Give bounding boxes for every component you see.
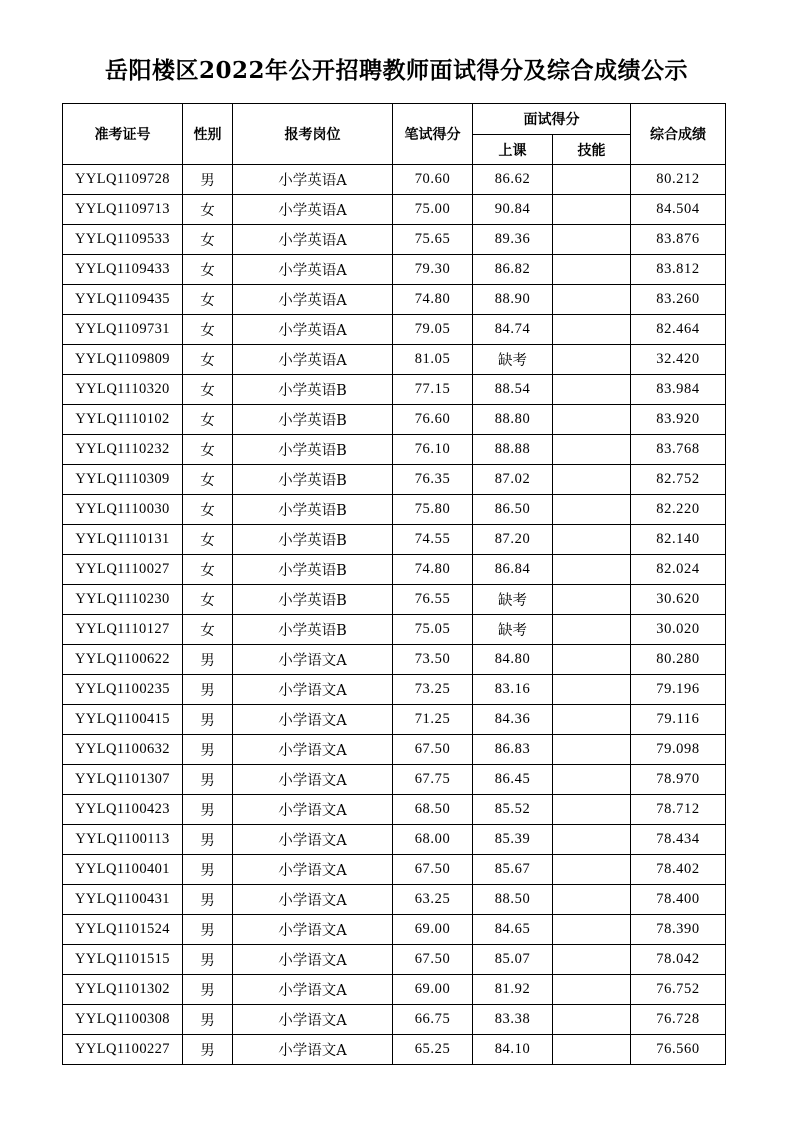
cell-exam-id: YYLQ1109435 bbox=[63, 285, 183, 315]
cell-skill-score bbox=[553, 315, 631, 345]
cell-position: 小学语文A bbox=[233, 1005, 393, 1035]
table-row bbox=[63, 345, 726, 375]
cell-written-score: 81.05 bbox=[393, 345, 473, 375]
cell-exam-id: YYLQ1110230 bbox=[63, 585, 183, 615]
cell-skill-score bbox=[553, 795, 631, 825]
cell-exam-id: YYLQ1101515 bbox=[63, 945, 183, 975]
cell-total-score: 76.728 bbox=[631, 1005, 726, 1035]
cell-written-score: 67.75 bbox=[393, 765, 473, 795]
cell-total-score: 30.020 bbox=[631, 615, 726, 645]
cell-total-score: 82.024 bbox=[631, 555, 726, 585]
cell-exam-id: YYLQ1110232 bbox=[63, 435, 183, 465]
cell-total-score: 78.402 bbox=[631, 855, 726, 885]
cell-total-score: 32.420 bbox=[631, 345, 726, 375]
cell-exam-id: YYLQ1110102 bbox=[63, 405, 183, 435]
cell-total-score: 76.560 bbox=[631, 1035, 726, 1065]
cell-lecture-score: 86.82 bbox=[473, 255, 553, 285]
cell-written-score: 76.35 bbox=[393, 465, 473, 495]
cell-skill-score bbox=[553, 915, 631, 945]
table-row bbox=[63, 915, 726, 945]
cell-skill-score bbox=[553, 885, 631, 915]
cell-lecture-score: 84.36 bbox=[473, 705, 553, 735]
cell-lecture-score: 缺考 bbox=[473, 345, 553, 375]
cell-total-score: 83.260 bbox=[631, 285, 726, 315]
cell-written-score: 69.00 bbox=[393, 915, 473, 945]
cell-total-score: 78.390 bbox=[631, 915, 726, 945]
cell-written-score: 67.50 bbox=[393, 945, 473, 975]
cell-skill-score bbox=[553, 195, 631, 225]
table-body bbox=[63, 165, 726, 1065]
cell-written-score: 74.55 bbox=[393, 525, 473, 555]
cell-lecture-score: 88.88 bbox=[473, 435, 553, 465]
table-row bbox=[63, 405, 726, 435]
cell-position: 小学英语B bbox=[233, 555, 393, 585]
cell-gender: 女 bbox=[183, 225, 233, 255]
cell-exam-id: YYLQ1110320 bbox=[63, 375, 183, 405]
cell-exam-id: YYLQ1100113 bbox=[63, 825, 183, 855]
cell-exam-id: YYLQ1100401 bbox=[63, 855, 183, 885]
cell-exam-id: YYLQ1109731 bbox=[63, 315, 183, 345]
table-row bbox=[63, 975, 726, 1005]
cell-gender: 女 bbox=[183, 555, 233, 585]
table-row bbox=[63, 285, 726, 315]
cell-written-score: 71.25 bbox=[393, 705, 473, 735]
cell-position: 小学英语A bbox=[233, 285, 393, 315]
cell-exam-id: YYLQ1101524 bbox=[63, 915, 183, 945]
cell-total-score: 78.434 bbox=[631, 825, 726, 855]
cell-lecture-score: 缺考 bbox=[473, 615, 553, 645]
cell-lecture-score: 88.80 bbox=[473, 405, 553, 435]
cell-lecture-score: 88.50 bbox=[473, 885, 553, 915]
header-gender: 性别 bbox=[183, 104, 233, 165]
cell-skill-score bbox=[553, 585, 631, 615]
table-row bbox=[63, 675, 726, 705]
cell-skill-score bbox=[553, 495, 631, 525]
table-row bbox=[63, 225, 726, 255]
cell-total-score: 80.212 bbox=[631, 165, 726, 195]
cell-total-score: 79.098 bbox=[631, 735, 726, 765]
cell-gender: 男 bbox=[183, 975, 233, 1005]
cell-position: 小学英语B bbox=[233, 525, 393, 555]
table-row bbox=[63, 1005, 726, 1035]
cell-skill-score bbox=[553, 375, 631, 405]
cell-skill-score bbox=[553, 735, 631, 765]
table-row bbox=[63, 495, 726, 525]
cell-gender: 男 bbox=[183, 945, 233, 975]
cell-position: 小学语文A bbox=[233, 705, 393, 735]
cell-skill-score bbox=[553, 525, 631, 555]
table-row bbox=[63, 945, 726, 975]
cell-gender: 女 bbox=[183, 585, 233, 615]
cell-gender: 女 bbox=[183, 615, 233, 645]
cell-total-score: 82.752 bbox=[631, 465, 726, 495]
cell-gender: 女 bbox=[183, 195, 233, 225]
cell-written-score: 68.50 bbox=[393, 795, 473, 825]
cell-lecture-score: 88.90 bbox=[473, 285, 553, 315]
cell-total-score: 82.140 bbox=[631, 525, 726, 555]
cell-lecture-score: 81.92 bbox=[473, 975, 553, 1005]
cell-gender: 女 bbox=[183, 345, 233, 375]
cell-gender: 女 bbox=[183, 285, 233, 315]
cell-exam-id: YYLQ1109728 bbox=[63, 165, 183, 195]
cell-skill-score bbox=[553, 405, 631, 435]
cell-lecture-score: 90.84 bbox=[473, 195, 553, 225]
cell-written-score: 79.05 bbox=[393, 315, 473, 345]
cell-skill-score bbox=[553, 705, 631, 735]
cell-gender: 男 bbox=[183, 825, 233, 855]
cell-position: 小学英语B bbox=[233, 405, 393, 435]
cell-exam-id: YYLQ1110309 bbox=[63, 465, 183, 495]
cell-written-score: 75.80 bbox=[393, 495, 473, 525]
cell-written-score: 77.15 bbox=[393, 375, 473, 405]
cell-skill-score bbox=[553, 615, 631, 645]
cell-exam-id: YYLQ1101302 bbox=[63, 975, 183, 1005]
cell-position: 小学语文A bbox=[233, 735, 393, 765]
cell-skill-score bbox=[553, 1035, 631, 1065]
header-position: 报考岗位 bbox=[233, 104, 393, 165]
cell-skill-score bbox=[553, 225, 631, 255]
cell-lecture-score: 缺考 bbox=[473, 585, 553, 615]
cell-gender: 男 bbox=[183, 885, 233, 915]
cell-skill-score bbox=[553, 975, 631, 1005]
cell-gender: 男 bbox=[183, 915, 233, 945]
cell-lecture-score: 86.45 bbox=[473, 765, 553, 795]
header-written-score: 笔试得分 bbox=[393, 104, 473, 165]
cell-written-score: 66.75 bbox=[393, 1005, 473, 1035]
cell-position: 小学英语A bbox=[233, 225, 393, 255]
cell-gender: 女 bbox=[183, 465, 233, 495]
cell-written-score: 68.00 bbox=[393, 825, 473, 855]
cell-position: 小学英语A bbox=[233, 255, 393, 285]
cell-skill-score bbox=[553, 555, 631, 585]
cell-exam-id: YYLQ1101307 bbox=[63, 765, 183, 795]
cell-gender: 女 bbox=[183, 375, 233, 405]
table-row bbox=[63, 615, 726, 645]
cell-position: 小学语文A bbox=[233, 945, 393, 975]
table-row bbox=[63, 765, 726, 795]
table-row bbox=[63, 585, 726, 615]
cell-exam-id: YYLQ1100622 bbox=[63, 645, 183, 675]
cell-gender: 男 bbox=[183, 765, 233, 795]
cell-lecture-score: 86.62 bbox=[473, 165, 553, 195]
cell-exam-id: YYLQ1109533 bbox=[63, 225, 183, 255]
cell-lecture-score: 87.02 bbox=[473, 465, 553, 495]
table-row bbox=[63, 795, 726, 825]
cell-skill-score bbox=[553, 765, 631, 795]
cell-total-score: 80.280 bbox=[631, 645, 726, 675]
table-row bbox=[63, 735, 726, 765]
table-row bbox=[63, 315, 726, 345]
cell-total-score: 83.984 bbox=[631, 375, 726, 405]
cell-lecture-score: 84.10 bbox=[473, 1035, 553, 1065]
cell-position: 小学英语A bbox=[233, 345, 393, 375]
cell-gender: 男 bbox=[183, 1005, 233, 1035]
cell-position: 小学语文A bbox=[233, 675, 393, 705]
cell-lecture-score: 85.07 bbox=[473, 945, 553, 975]
cell-lecture-score: 83.38 bbox=[473, 1005, 553, 1035]
cell-written-score: 75.00 bbox=[393, 195, 473, 225]
cell-exam-id: YYLQ1100235 bbox=[63, 675, 183, 705]
cell-lecture-score: 88.54 bbox=[473, 375, 553, 405]
cell-position: 小学语文A bbox=[233, 975, 393, 1005]
table-row bbox=[63, 705, 726, 735]
cell-gender: 女 bbox=[183, 525, 233, 555]
cell-exam-id: YYLQ1100415 bbox=[63, 705, 183, 735]
cell-gender: 男 bbox=[183, 645, 233, 675]
cell-skill-score bbox=[553, 675, 631, 705]
cell-gender: 男 bbox=[183, 855, 233, 885]
cell-exam-id: YYLQ1110131 bbox=[63, 525, 183, 555]
cell-lecture-score: 89.36 bbox=[473, 225, 553, 255]
score-table bbox=[62, 103, 726, 1065]
header-exam-id: 准考证号 bbox=[63, 104, 183, 165]
cell-skill-score bbox=[553, 855, 631, 885]
cell-written-score: 65.25 bbox=[393, 1035, 473, 1065]
cell-lecture-score: 84.74 bbox=[473, 315, 553, 345]
cell-exam-id: YYLQ1109809 bbox=[63, 345, 183, 375]
cell-skill-score bbox=[553, 1005, 631, 1035]
cell-written-score: 79.30 bbox=[393, 255, 473, 285]
cell-total-score: 83.876 bbox=[631, 225, 726, 255]
table-row bbox=[63, 525, 726, 555]
table-header bbox=[63, 104, 726, 165]
cell-lecture-score: 85.52 bbox=[473, 795, 553, 825]
cell-written-score: 69.00 bbox=[393, 975, 473, 1005]
cell-total-score: 83.812 bbox=[631, 255, 726, 285]
cell-exam-id: YYLQ1110127 bbox=[63, 615, 183, 645]
cell-position: 小学英语B bbox=[233, 375, 393, 405]
cell-total-score: 83.768 bbox=[631, 435, 726, 465]
cell-exam-id: YYLQ1110030 bbox=[63, 495, 183, 525]
cell-skill-score bbox=[553, 285, 631, 315]
cell-position: 小学语文A bbox=[233, 855, 393, 885]
cell-lecture-score: 87.20 bbox=[473, 525, 553, 555]
cell-exam-id: YYLQ1110027 bbox=[63, 555, 183, 585]
cell-exam-id: YYLQ1100308 bbox=[63, 1005, 183, 1035]
cell-skill-score bbox=[553, 435, 631, 465]
cell-written-score: 70.60 bbox=[393, 165, 473, 195]
cell-position: 小学语文A bbox=[233, 645, 393, 675]
cell-position: 小学语文A bbox=[233, 915, 393, 945]
cell-exam-id: YYLQ1100423 bbox=[63, 795, 183, 825]
cell-written-score: 73.50 bbox=[393, 645, 473, 675]
cell-total-score: 76.752 bbox=[631, 975, 726, 1005]
cell-written-score: 63.25 bbox=[393, 885, 473, 915]
page-title: 岳阳楼区2022年公开招聘教师面试得分及综合成绩公示 bbox=[104, 57, 688, 84]
cell-written-score: 74.80 bbox=[393, 285, 473, 315]
table-row bbox=[63, 165, 726, 195]
table-row bbox=[63, 465, 726, 495]
cell-total-score: 78.400 bbox=[631, 885, 726, 915]
cell-position: 小学英语A bbox=[233, 315, 393, 345]
cell-skill-score bbox=[553, 165, 631, 195]
cell-total-score: 82.464 bbox=[631, 315, 726, 345]
cell-position: 小学英语B bbox=[233, 435, 393, 465]
cell-total-score: 84.504 bbox=[631, 195, 726, 225]
cell-written-score: 74.80 bbox=[393, 555, 473, 585]
cell-total-score: 82.220 bbox=[631, 495, 726, 525]
cell-lecture-score: 84.80 bbox=[473, 645, 553, 675]
cell-gender: 男 bbox=[183, 795, 233, 825]
cell-gender: 男 bbox=[183, 675, 233, 705]
cell-exam-id: YYLQ1100431 bbox=[63, 885, 183, 915]
cell-written-score: 67.50 bbox=[393, 855, 473, 885]
cell-total-score: 79.196 bbox=[631, 675, 726, 705]
header-total-score: 综合成绩 bbox=[631, 104, 726, 165]
table-row bbox=[63, 1035, 726, 1065]
cell-written-score: 76.55 bbox=[393, 585, 473, 615]
cell-total-score: 30.620 bbox=[631, 585, 726, 615]
cell-gender: 男 bbox=[183, 165, 233, 195]
header-lecture: 上课 bbox=[473, 135, 553, 165]
cell-written-score: 76.60 bbox=[393, 405, 473, 435]
cell-position: 小学英语B bbox=[233, 495, 393, 525]
cell-total-score: 78.042 bbox=[631, 945, 726, 975]
cell-gender: 女 bbox=[183, 495, 233, 525]
cell-position: 小学语文A bbox=[233, 765, 393, 795]
cell-position: 小学英语A bbox=[233, 195, 393, 225]
cell-gender: 女 bbox=[183, 315, 233, 345]
cell-position: 小学英语A bbox=[233, 165, 393, 195]
cell-lecture-score: 86.83 bbox=[473, 735, 553, 765]
table-row bbox=[63, 645, 726, 675]
cell-skill-score bbox=[553, 645, 631, 675]
cell-lecture-score: 85.67 bbox=[473, 855, 553, 885]
cell-lecture-score: 85.39 bbox=[473, 825, 553, 855]
cell-written-score: 67.50 bbox=[393, 735, 473, 765]
cell-total-score: 78.970 bbox=[631, 765, 726, 795]
cell-lecture-score: 86.50 bbox=[473, 495, 553, 525]
table-row bbox=[63, 825, 726, 855]
cell-gender: 女 bbox=[183, 435, 233, 465]
cell-exam-id: YYLQ1109713 bbox=[63, 195, 183, 225]
cell-position: 小学英语B bbox=[233, 465, 393, 495]
cell-position: 小学语文A bbox=[233, 795, 393, 825]
table-row bbox=[63, 375, 726, 405]
cell-written-score: 76.10 bbox=[393, 435, 473, 465]
table-row bbox=[63, 255, 726, 285]
cell-skill-score bbox=[553, 465, 631, 495]
cell-position: 小学语文A bbox=[233, 825, 393, 855]
cell-position: 小学英语B bbox=[233, 615, 393, 645]
cell-total-score: 78.712 bbox=[631, 795, 726, 825]
cell-gender: 男 bbox=[183, 1035, 233, 1065]
table-row bbox=[63, 555, 726, 585]
cell-position: 小学英语B bbox=[233, 585, 393, 615]
header-skill: 技能 bbox=[553, 135, 631, 165]
cell-skill-score bbox=[553, 825, 631, 855]
table-row bbox=[63, 195, 726, 225]
cell-written-score: 75.05 bbox=[393, 615, 473, 645]
cell-lecture-score: 84.65 bbox=[473, 915, 553, 945]
cell-written-score: 75.65 bbox=[393, 225, 473, 255]
cell-gender: 女 bbox=[183, 255, 233, 285]
cell-skill-score bbox=[553, 945, 631, 975]
cell-exam-id: YYLQ1109433 bbox=[63, 255, 183, 285]
cell-lecture-score: 86.84 bbox=[473, 555, 553, 585]
table-row bbox=[63, 885, 726, 915]
cell-position: 小学语文A bbox=[233, 1035, 393, 1065]
cell-lecture-score: 83.16 bbox=[473, 675, 553, 705]
cell-gender: 男 bbox=[183, 735, 233, 765]
cell-written-score: 73.25 bbox=[393, 675, 473, 705]
cell-gender: 女 bbox=[183, 405, 233, 435]
cell-skill-score bbox=[553, 255, 631, 285]
header-interview-score: 面试得分 bbox=[473, 104, 631, 135]
cell-gender: 男 bbox=[183, 705, 233, 735]
cell-skill-score bbox=[553, 345, 631, 375]
table-row bbox=[63, 435, 726, 465]
cell-position: 小学语文A bbox=[233, 885, 393, 915]
cell-exam-id: YYLQ1100632 bbox=[63, 735, 183, 765]
cell-total-score: 83.920 bbox=[631, 405, 726, 435]
cell-exam-id: YYLQ1100227 bbox=[63, 1035, 183, 1065]
table-row bbox=[63, 855, 726, 885]
cell-total-score: 79.116 bbox=[631, 705, 726, 735]
